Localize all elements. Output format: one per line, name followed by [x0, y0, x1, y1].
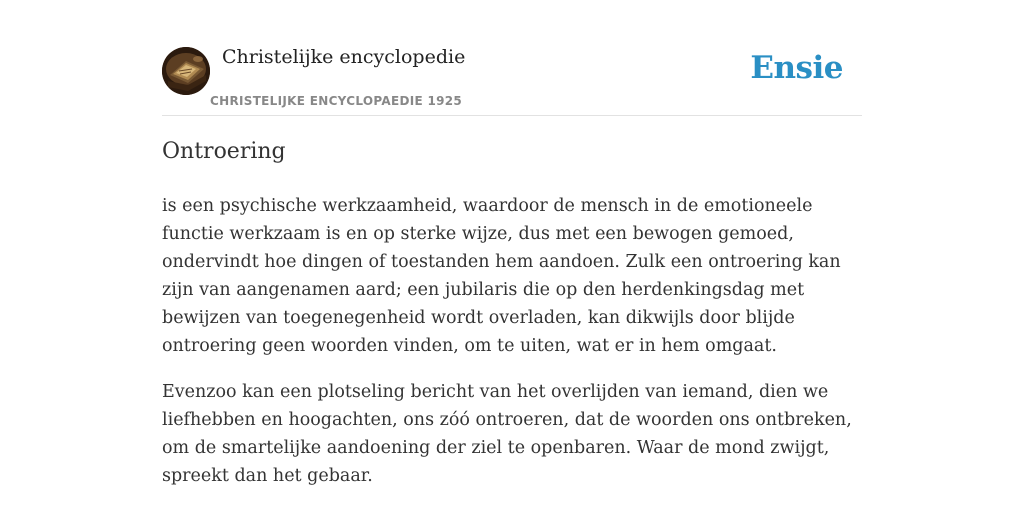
header-divider: [162, 115, 862, 116]
article-body: [162, 192, 866, 508]
site-name-link[interactable]: Christelijke encyclopedie: [222, 46, 466, 68]
article-paragraph: Evenzoo kan een plotseling bericht van het overlijden van iemand, dien we liefhebben en hoogachten, ons zóó ontroeren, dat de woorden ons ontbreken, om de smartelijke aandoening der ziel te openbaren. Waar de mond zwijgt, spreekt dan het gebaar.: [162, 382, 852, 486]
book-photo-icon: [162, 47, 210, 95]
brand-logo[interactable]: Ensie: [750, 50, 843, 86]
source-label: CHRISTELIJKE ENCYCLOPAEDIE 1925: [210, 94, 463, 108]
avatar[interactable]: [162, 47, 210, 95]
article-paragraph: is een psychische werkzaamheid, waardoor de mensch in de emotioneele functie werkzaam is en op sterke wijze, dus met een bewogen gemoed, ondervindt hoe dingen of toestanden hem aandoen. Zulk een ontroering kan zijn van aangenamen aard; een jubilaris die op den herdenkingsdag met bewijzen van toegenegenheid wordt overladen, kan dikwijls door blijde ontroering geen woorden vinden, om te uiten, wat er in hem omgaat.: [162, 196, 841, 356]
article-title: Ontroering: [162, 139, 286, 164]
